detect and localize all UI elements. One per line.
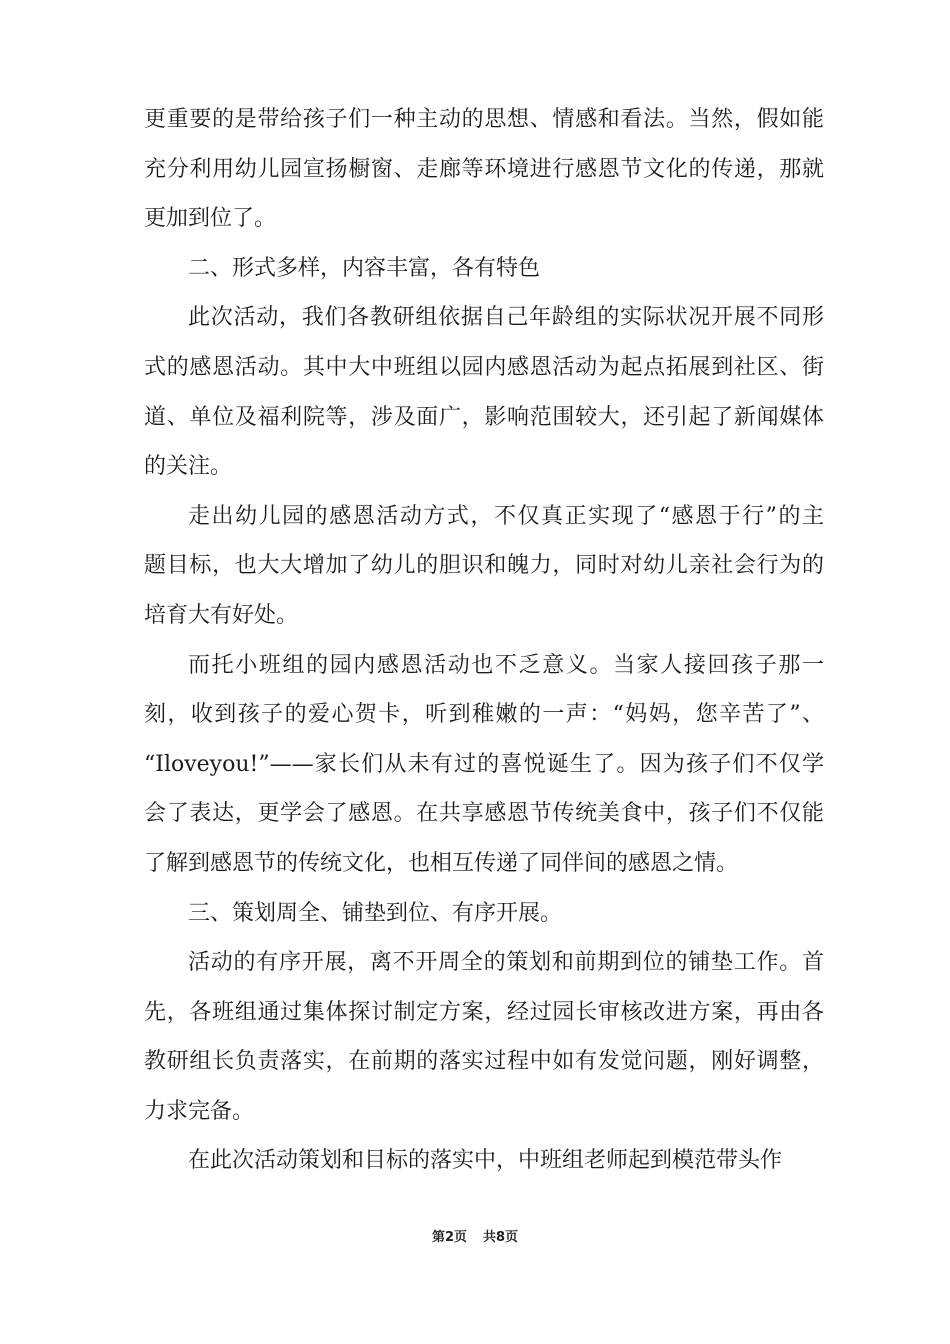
text-line: 道、单位及福利院等，涉及面广，影响范围较大，还引起了新闻媒体 <box>144 404 824 430</box>
text-line: 而托小班组的园内感恩活动也不乏意义。当家人接回孩子那一 <box>188 652 824 678</box>
page-total: 共8页 <box>483 1230 519 1245</box>
text-line: 二、形式多样，内容丰富，各有特色 <box>188 255 541 281</box>
text-line: 题目标，也大大增加了幼儿的胆识和魄力，同时对幼儿亲社会行为的 <box>144 553 824 579</box>
page-number: 第2页 <box>431 1230 467 1245</box>
text-line: 更重要的是带给孩子们一种主动的思想、情感和看法。当然，假如能 <box>144 107 824 132</box>
text-line: 走出幼儿园的感恩活动方式，不仅真正实现了“感恩于行”的主 <box>188 503 824 529</box>
text-line: 式的感恩活动。其中大中班组以园内感恩活动为起点拓展到社区、街 <box>144 354 824 380</box>
text-line: 在此次活动策划和目标的落实中，中班组老师起到模范带头作 <box>188 1148 783 1174</box>
text-line: 会了表达，更学会了感恩。在共享感恩节传统美食中，孩子们不仅能 <box>144 801 824 827</box>
text-line: 教研组长负责落实，在前期的落实过程中如有发觉问题，刚好调整， <box>144 1049 824 1075</box>
text-line: 先，各班组通过集体探讨制定方案，经过园长审核改进方案，再由各 <box>144 999 824 1025</box>
text-line: 活动的有序开展，离不开周全的策划和前期到位的铺垫工作。首 <box>188 950 824 976</box>
text-line: 了解到感恩节的传统文化，也相互传递了同伴间的感恩之情。 <box>144 850 739 876</box>
text-line: 力求完备。 <box>144 1098 255 1124</box>
text-line: “Iloveyou!”——家长们从未有过的喜悦诞生了。因为孩子们不仅学 <box>144 751 824 777</box>
page-footer <box>0 1226 950 1245</box>
text-line: 充分利用幼儿园宣扬橱窗、走廊等环境进行感恩节文化的传递，那就 <box>144 156 824 182</box>
text-line: 此次活动，我们各教研组依据自己年龄组的实际状况开展不同形 <box>188 305 824 331</box>
text-line: 培育大有好处。 <box>144 602 299 628</box>
text-line: 刻，收到孩子的爱心贺卡，听到稚嫩的一声：“妈妈，您辛苦了”、 <box>144 702 824 728</box>
text-line: 三、策划周全、铺垫到位、有序开展。 <box>188 900 563 926</box>
text-line: 的关注。 <box>144 454 233 480</box>
document-body <box>144 95 824 1186</box>
text-line: 更加到位了。 <box>144 206 277 232</box>
